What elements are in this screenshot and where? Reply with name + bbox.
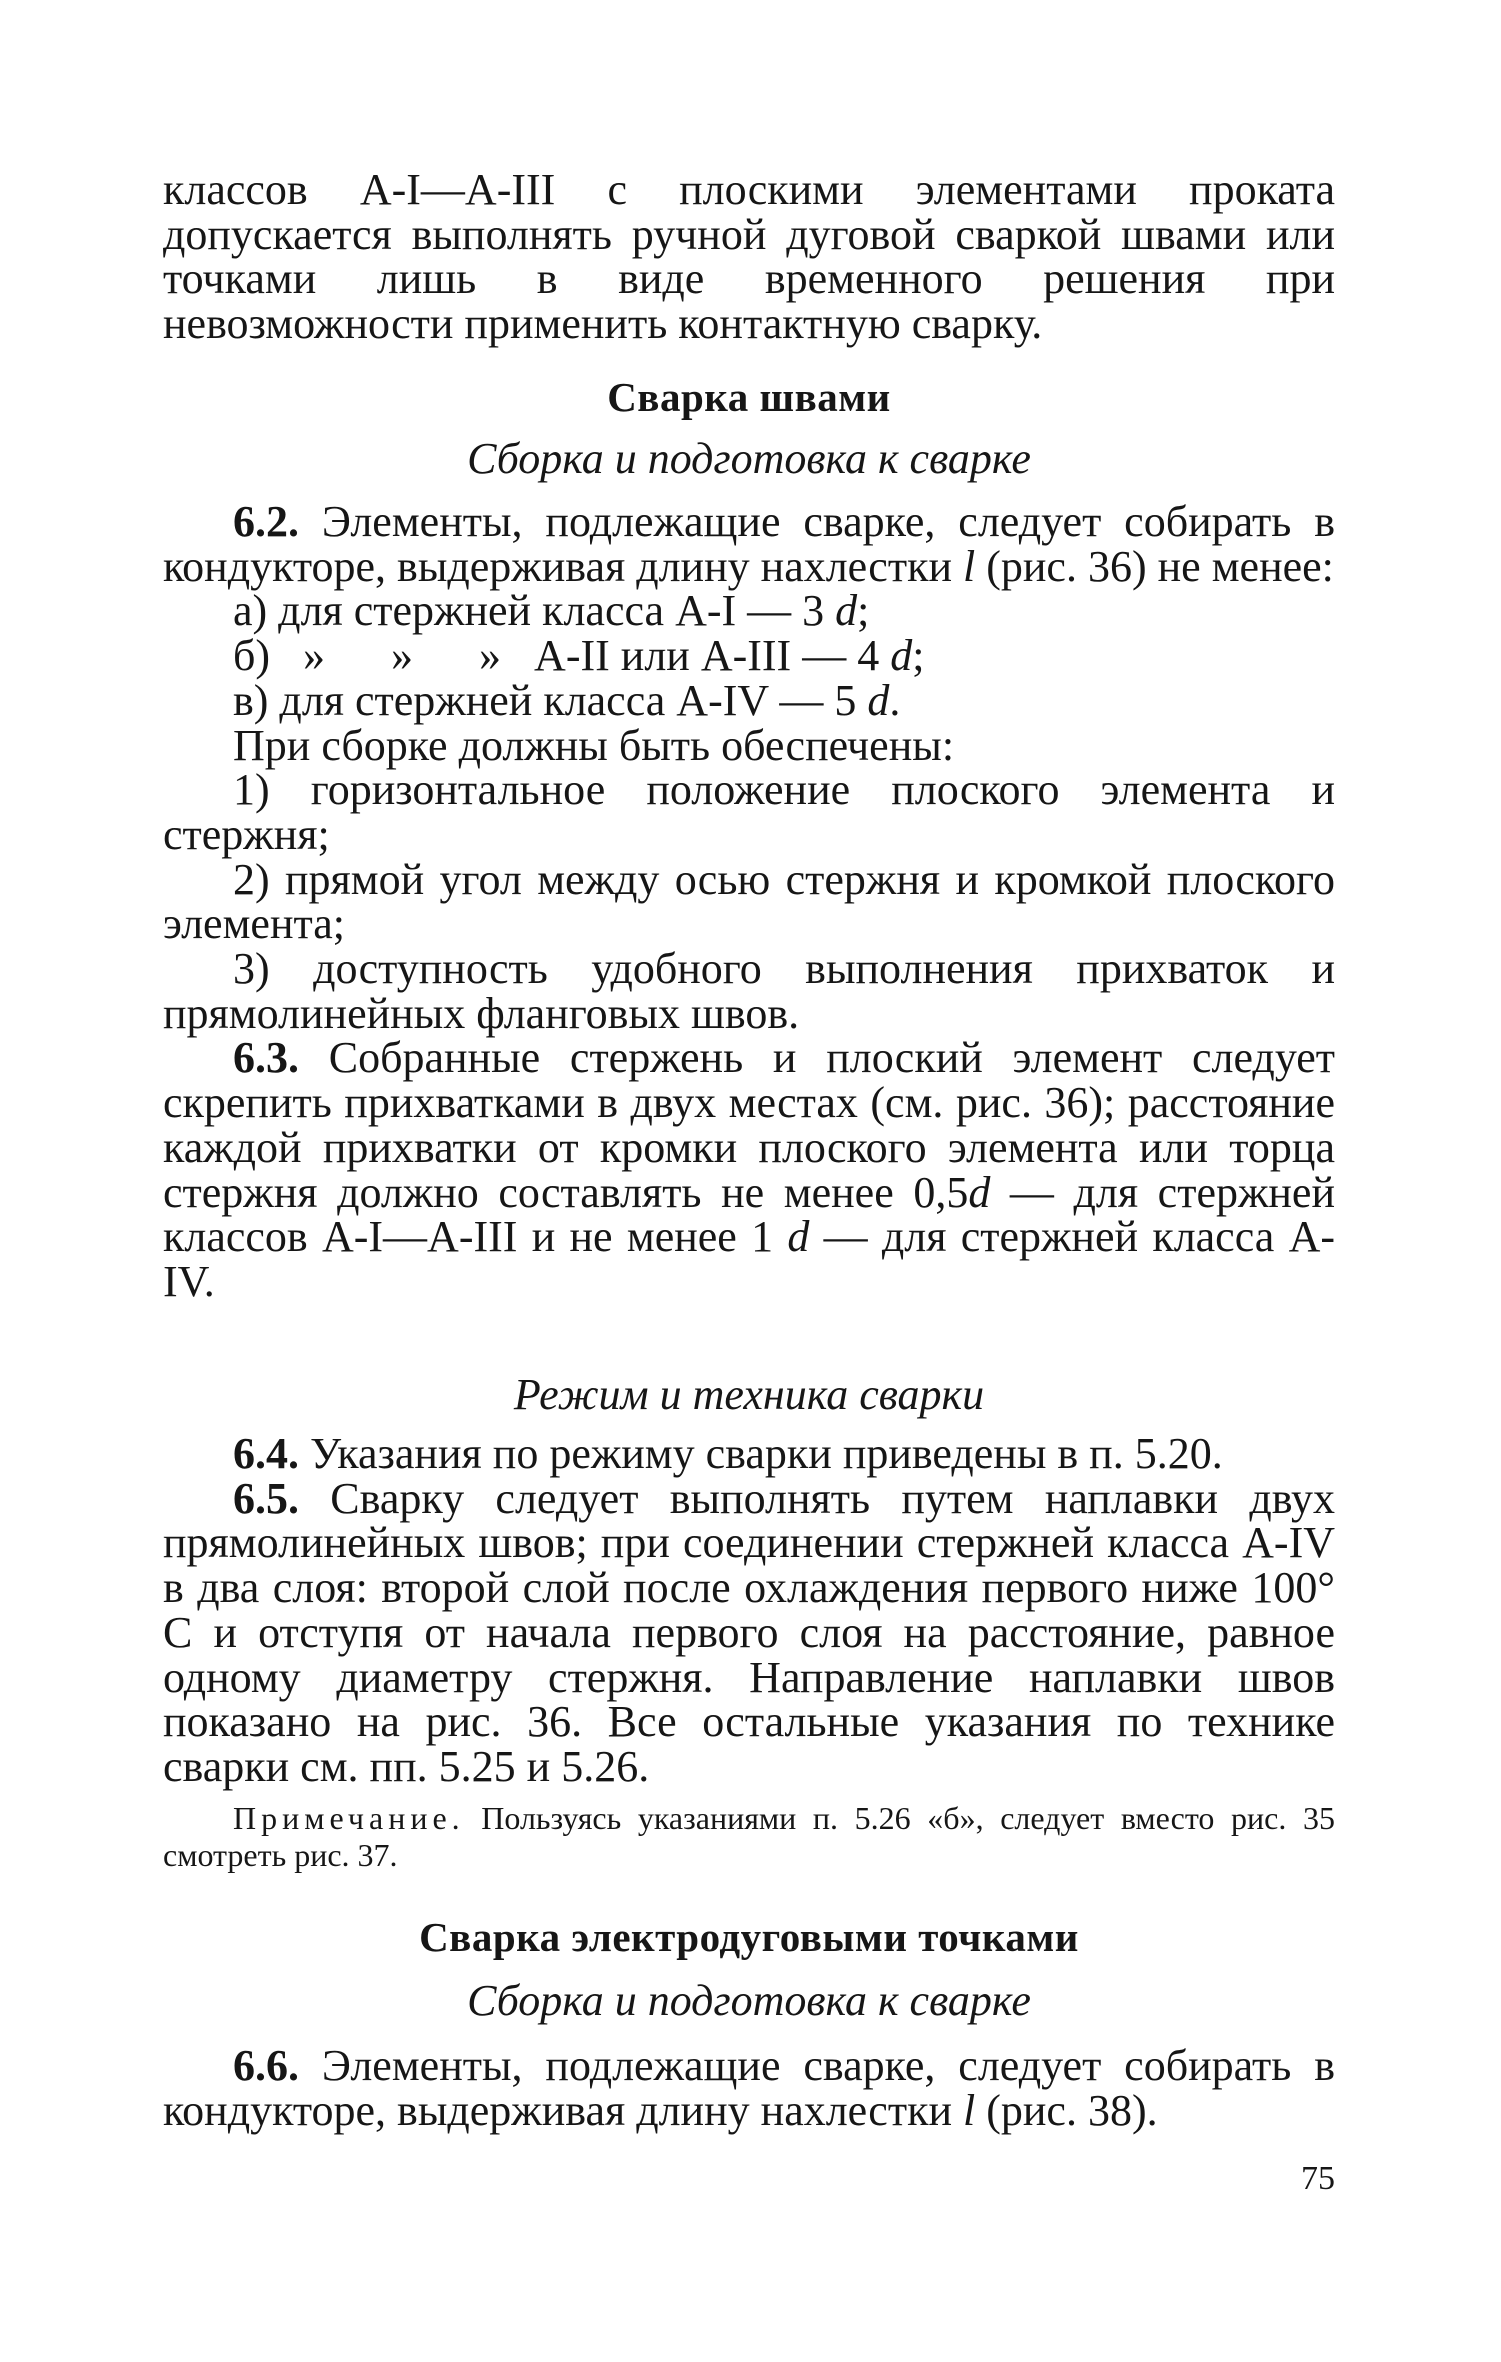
note-text: Пользуясь указаниями п. 5.26 «б», следует вместо рис. 35 смотреть рис. 37.	[163, 1800, 1335, 1873]
symbol-d: d	[787, 1212, 810, 1262]
clause-text: Собранные стержень и плоский элемент следует скрепить прихватками в двух местах (см. рис. 36); расстояние каждой прихватки от кромки плоского элемента или торца стержня должно составлять не менее 0,5	[163, 1033, 1335, 1217]
list-item-a: а) для стержней класса А-I — 3 d;	[233, 586, 870, 636]
intro-block	[163, 165, 1335, 349]
assembly-intro	[163, 720, 1335, 770]
symbol-d: d	[835, 586, 858, 636]
clause-text-tail: (рис. 38).	[975, 2085, 1158, 2135]
clause-text: Элементы, подлежащие сварке, следует собирать в кондукторе, выдерживая длину нахлестки	[163, 497, 1335, 591]
lap-length-list	[163, 586, 1335, 1038]
clause-number: 6.2.	[233, 497, 299, 546]
condition-2: 2) прямой угол между осью стержня и кромкой плоского элемента;	[163, 854, 1335, 949]
symbol-l: l	[963, 2085, 976, 2135]
clause-6-2	[163, 497, 1335, 1306]
clause-text: Указания по режиму сварки приведены в п. 5.20.	[299, 1429, 1223, 1478]
list-item-text: При сборке должны быть обеспечены:	[233, 720, 955, 770]
condition-1: 1) горизонтальное положение плоского элемента и стержня;	[163, 765, 1335, 859]
clause-text-mid: — для стержней классов А-I—А-III и не менее 1	[163, 1167, 1335, 1262]
section-subtitle: Режим и техника сварки	[513, 1370, 985, 1419]
note-block	[163, 1800, 1335, 1874]
page-number: 75	[1301, 2160, 1335, 2197]
symbol-l: l	[963, 541, 976, 591]
list-item-b: б) » » » А-II или А-III — 4 d;	[233, 631, 925, 681]
section-title: Сварка электродуговыми точками	[419, 1914, 1079, 1960]
section-title: Сварка швами	[607, 374, 891, 420]
subtitle-block-2	[163, 1976, 1335, 2026]
clause-number: 6.3.	[233, 1033, 299, 1083]
condition-3: 3) доступность удобного выполнения прихваток и прямолинейных фланговых швов.	[163, 944, 1335, 1038]
intro-paragraph: классов А-I—А-III с плоскими элементами проката допускается выполнять ручной дуговой сваркой швами или точками лишь в виде временного решения при невозможности применить контактную сварку.	[163, 165, 1335, 349]
list-item-text: в) для стержней класса А-IV — 5	[233, 675, 857, 725]
clause-text-tail: — для стержней класса А-IV.	[163, 1212, 1335, 1306]
clause-text: Элементы, подлежащие сварке, следует собирать в кондукторе, выдерживая длину нахлестки	[163, 2041, 1335, 2135]
note-label: Примечание.	[233, 1800, 465, 1836]
symbol-d: d	[968, 1167, 991, 1217]
section-subtitle: Сборка и подготовка к сварке	[467, 1976, 1031, 2025]
clause-text: Сварку следует выполнять путем наплавки двух прямолинейных швов; при соединении стержней класса А-IV в два слоя: второй слой после охлаждения первого ниже 100° С и отступя от начала первого слоя на расстояние, равное одному диаметру стержня. Направление наплавки швов показано на рис. 36. Все остальные указания по технике сварки см. пп. 5.25 и 5.26.	[163, 1473, 1335, 1791]
subtitle-mode	[163, 1370, 1335, 1420]
clause-6-5	[163, 1473, 1335, 1791]
subtitle-block	[163, 434, 1335, 484]
section-subtitle: Сборка и подготовка к сварке	[467, 434, 1031, 483]
clause-text-tail: (рис. 36) не менее:	[975, 541, 1334, 591]
clauses-6-4-6-5	[163, 1429, 1335, 1791]
clause-number: 6.5.	[233, 1473, 299, 1523]
symbol-d: d	[890, 631, 913, 681]
list-item-text: а) для стержней класса А-I — 3	[233, 586, 825, 636]
clause-6-6	[163, 2041, 1335, 2135]
list-item-v: в) для стержней класса А-IV — 5 d.	[233, 675, 901, 725]
clause-6-4	[163, 1429, 1335, 1478]
list-item-text: б) » » » А-II или А-III — 4	[233, 631, 880, 681]
note	[163, 1800, 1335, 1874]
symbol-d: d	[867, 675, 890, 725]
clause-paragraph	[163, 497, 1335, 591]
clause-number: 6.4.	[233, 1429, 299, 1478]
section-welding-seams	[163, 372, 1335, 422]
clause-number: 6.6.	[233, 2041, 299, 2090]
clause-6-3	[163, 1033, 1335, 1306]
clause-paragraph	[163, 2041, 1335, 2135]
section-arc-spot-welding	[163, 1912, 1335, 1962]
